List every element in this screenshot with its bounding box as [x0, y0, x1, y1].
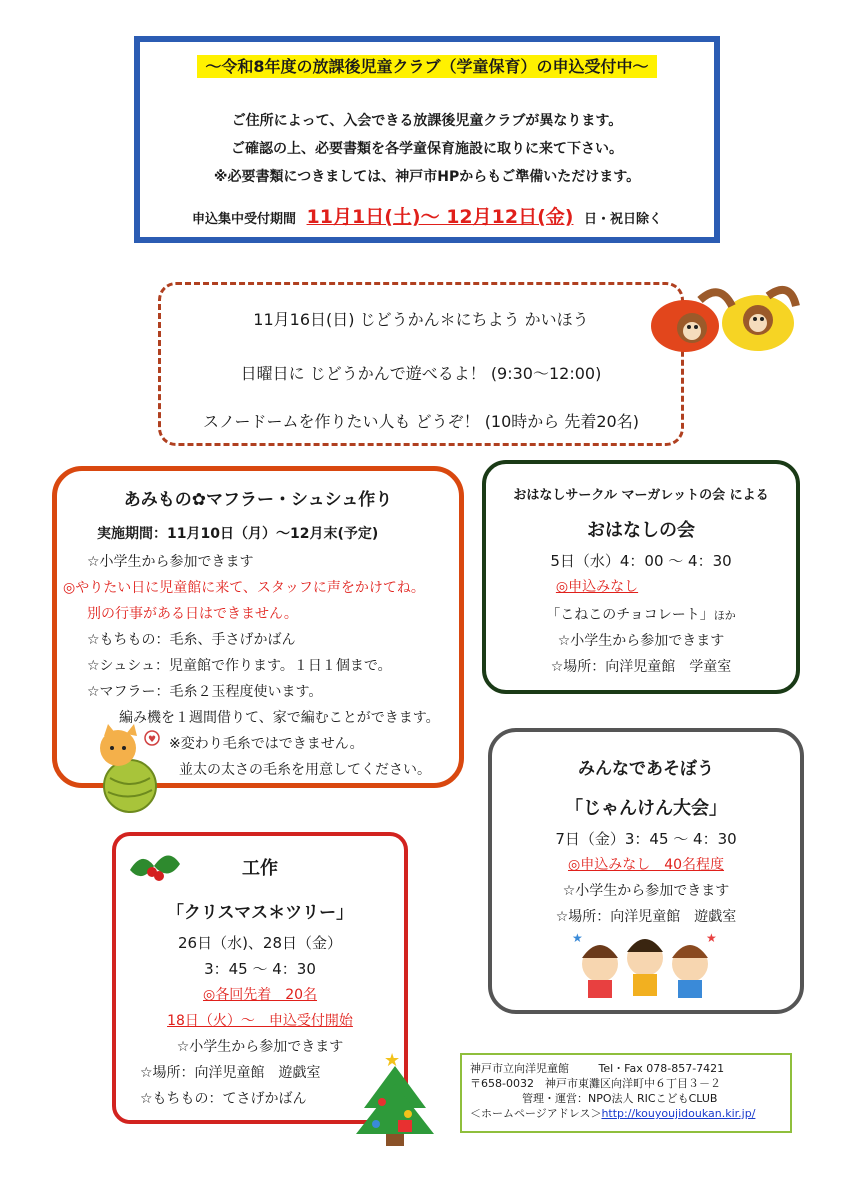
play-time: 7日（金）3：45 ～ 4：30: [555, 830, 737, 848]
squirrel-leaf-illustration: [640, 278, 800, 368]
svg-text:♥: ♥: [148, 735, 157, 745]
application-period: [140, 202, 714, 229]
notice-line-2: ご確認の上、必要書類を各学童保育施設に取りに来て下さい。: [231, 141, 623, 157]
cat-yarn-illustration: [82, 720, 172, 815]
svg-text:★: ★: [384, 1050, 401, 1071]
holly-illustration: [126, 844, 182, 890]
facility-operator: 管理・運営：NPO法人 RICこどもCLUB: [522, 1092, 718, 1105]
storytime-story: 「こねこのチョコレート」ほか: [546, 607, 736, 623]
storytime-no-registration: ◎申込みなし: [555, 579, 639, 595]
knitting-line-3: 別の行事がある日はできません。: [87, 606, 298, 622]
storytime-place: ☆場所：向洋児童館 学童室: [550, 659, 732, 675]
knitting-line-6: ☆マフラー：毛糸２玉程度使います。: [87, 684, 323, 700]
storytime-box: [482, 460, 800, 694]
craft-time: 3：45 ～ 4：30: [204, 960, 316, 978]
facility-homepage: ＜ホームページアドレス＞http://kouyoujidoukan.kir.jp/: [470, 1107, 756, 1120]
storytime-eligibility: ☆小学生から参加できます: [557, 633, 725, 649]
craft-capacity: ◎各回先着 20名: [202, 987, 318, 1003]
knitting-line-5: ☆シュシュ：児童館で作ります。１日１個まで。: [87, 658, 392, 674]
knitting-period: 実施期間：11月10日（月）～12月末(予定): [97, 526, 379, 542]
knitting-line-9: 並太の太さの毛糸を用意してください。: [179, 762, 431, 778]
notice-line-3: ※必要書類につきましては、神戸市HPからもご準備いただけます。: [213, 169, 641, 185]
knitting-line-2: ◎やりたい日に児童館に来て、スタッフに声をかけてね。: [63, 580, 425, 596]
period-dates: 11月1日(土)～ 12月12日(金): [306, 206, 574, 228]
storytime-subtitle: おはなしサークル マーガレットの会 による: [513, 488, 769, 503]
christmas-tree-illustration: [350, 1048, 440, 1148]
application-notice: [134, 36, 720, 243]
craft-items: ☆もちもの：てさげかばん: [140, 1091, 307, 1107]
period-label: 申込集中受付期間: [192, 212, 297, 227]
contact-info-box: [460, 1053, 792, 1133]
notice-line-1: ご住所によって、入会できる放課後児童クラブが異なります。: [231, 113, 623, 129]
period-note: 日・祝日除く: [583, 212, 662, 227]
play-place: ☆場所：向洋児童館 遊戯室: [555, 909, 737, 925]
craft-registration-start: 18日（火）～ 申込受付開始: [167, 1013, 353, 1029]
knitting-line-8: ※変わり毛糸ではできません。: [169, 736, 364, 752]
facility-address: 〒658-0032 神戸市東灘区向洋町中６丁目３－２: [470, 1077, 721, 1090]
homepage-link[interactable]: http://kouyoujidoukan.kir.jp/: [601, 1107, 756, 1120]
knitting-line-7: 編み機を１週間借りて、家で編むことができます。: [119, 710, 440, 726]
sunday-hours: 日曜日に じどうかんで遊べるよ！ (9:30～12:00): [240, 364, 602, 383]
notice-title: ～令和8年度の放課後児童クラブ（学童保育）の申込受付中～: [140, 54, 714, 77]
craft-eligibility: ☆小学生から参加できます: [176, 1039, 344, 1055]
craft-place: ☆場所：向洋児童館 遊戯室: [140, 1065, 321, 1081]
storytime-time: 5日（水）4：00 ～ 4：30: [550, 552, 732, 570]
play-eligibility: ☆小学生から参加できます: [562, 883, 730, 899]
facility-tel: Tel・Fax 078-857-7421: [598, 1062, 725, 1075]
facility-name: 神戸市立向洋児童館: [470, 1062, 569, 1075]
children-playing-illustration: [570, 930, 720, 1000]
craft-dates: 26日（水)、28日（金）: [177, 934, 343, 952]
craft-title: 工作: [242, 858, 278, 879]
contact-line-1: [470, 1061, 782, 1076]
craft-event: 「クリスマス＊ツリー」: [166, 903, 354, 923]
knitting-line-4: ☆もちもの：毛糸、手さげかばん: [87, 632, 296, 648]
sunday-snowdome: スノードームを作りたい人も どうぞ！ (10時から 先着20名): [203, 412, 639, 431]
sunday-open-box: [158, 282, 684, 446]
svg-text:★: ★: [572, 931, 583, 945]
knitting-title: あみもの✿マフラー・シュシュ作り: [123, 490, 393, 510]
play-event: 「じゃんけん大会」: [565, 798, 727, 819]
knitting-line-1: ☆小学生から参加できます: [87, 554, 254, 570]
play-no-registration: ◎申込みなし 40名程度: [567, 857, 725, 873]
svg-text:★: ★: [706, 931, 717, 945]
sunday-title: 11月16日(日) じどうかん＊にちよう かいほう: [253, 310, 589, 329]
storytime-title: おはなしの会: [587, 520, 695, 541]
play-title: みんなであそぼう: [578, 759, 714, 779]
